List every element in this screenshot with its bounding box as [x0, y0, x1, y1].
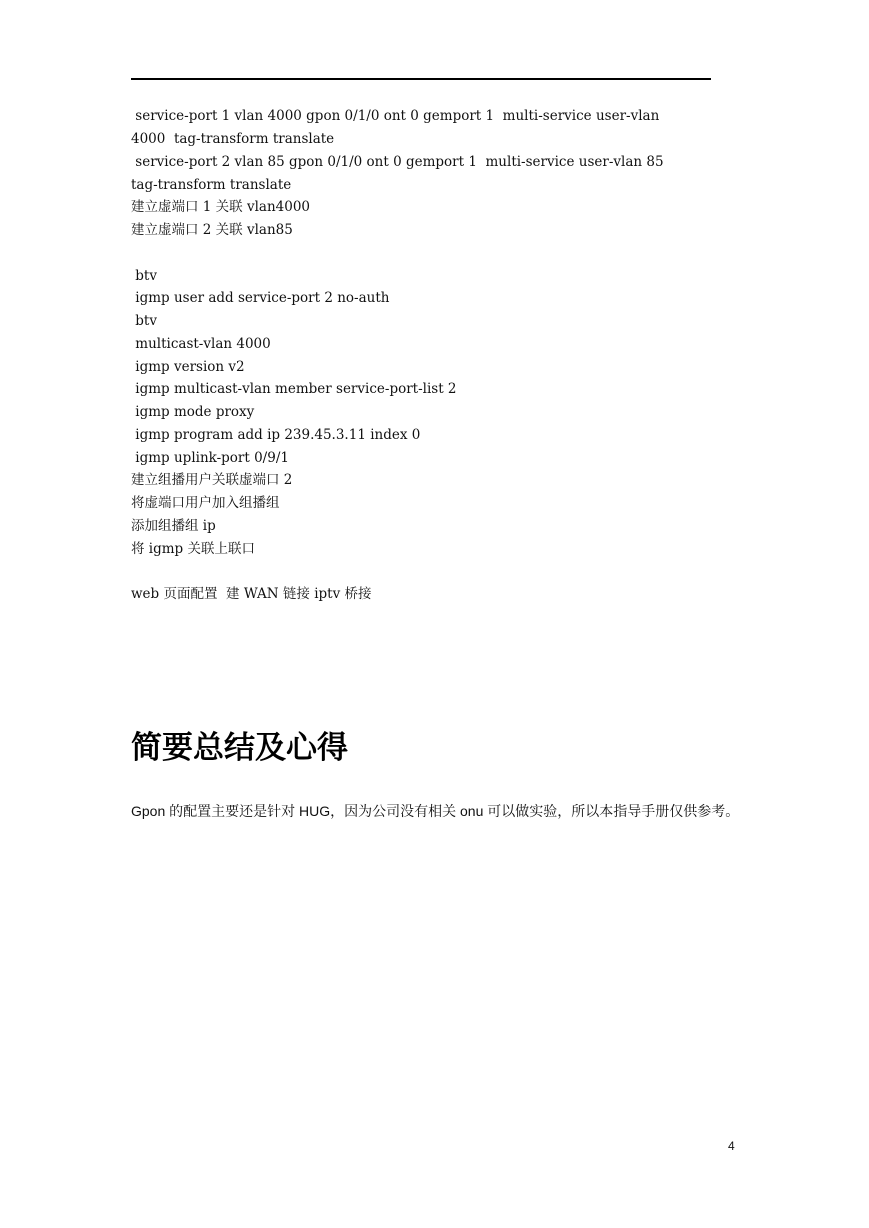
config-line: igmp uplink-port 0/9/1: [131, 450, 289, 466]
section-heading: 简要总结及心得: [131, 730, 348, 766]
config-comment: 建立虚端口 1 关联 vlan4000: [131, 199, 311, 215]
config-line: service-port 1 vlan 4000 gpon 0/1/0 ont 0 gemport 1 multi-service user-vlan: [131, 108, 660, 124]
config-line: igmp user add service-port 2 no-auth: [131, 290, 390, 306]
config-line: service-port 2 vlan 85 gpon 0/1/0 ont 0 gemport 1 multi-service user-vlan 85: [131, 154, 664, 170]
config-comment: 建立组播用户关联虚端口 2: [131, 472, 293, 488]
config-line: igmp multicast-vlan member service-port-list 2: [131, 381, 457, 397]
page-number: 4: [728, 1139, 735, 1153]
config-comment: 将 igmp 关联上联口: [131, 541, 255, 557]
header-rule: [131, 78, 711, 80]
config-line: multicast-vlan 4000: [131, 336, 271, 352]
config-line: tag-transform translate: [131, 177, 292, 193]
config-line: 4000 tag-transform translate: [131, 131, 335, 147]
config-line: btv: [131, 313, 157, 329]
config-line: igmp version v2: [131, 359, 245, 375]
config-line: btv: [131, 268, 157, 284]
config-line: igmp mode proxy: [131, 404, 255, 420]
summary-paragraph: Gpon 的配置主要还是针对 HUG，因为公司没有相关 onu 可以做实验，所以本指导手册仅供参考。: [131, 803, 740, 819]
config-comment: web 页面配置 建 WAN 链接 iptv 桥接: [131, 586, 372, 602]
config-line: igmp program add ip 239.45.3.11 index 0: [131, 427, 421, 443]
config-comment: 将虚端口用户加入组播组: [131, 495, 280, 511]
config-comment: 建立虚端口 2 关联 vlan85: [131, 222, 293, 238]
config-comment: 添加组播组 ip: [131, 518, 216, 534]
